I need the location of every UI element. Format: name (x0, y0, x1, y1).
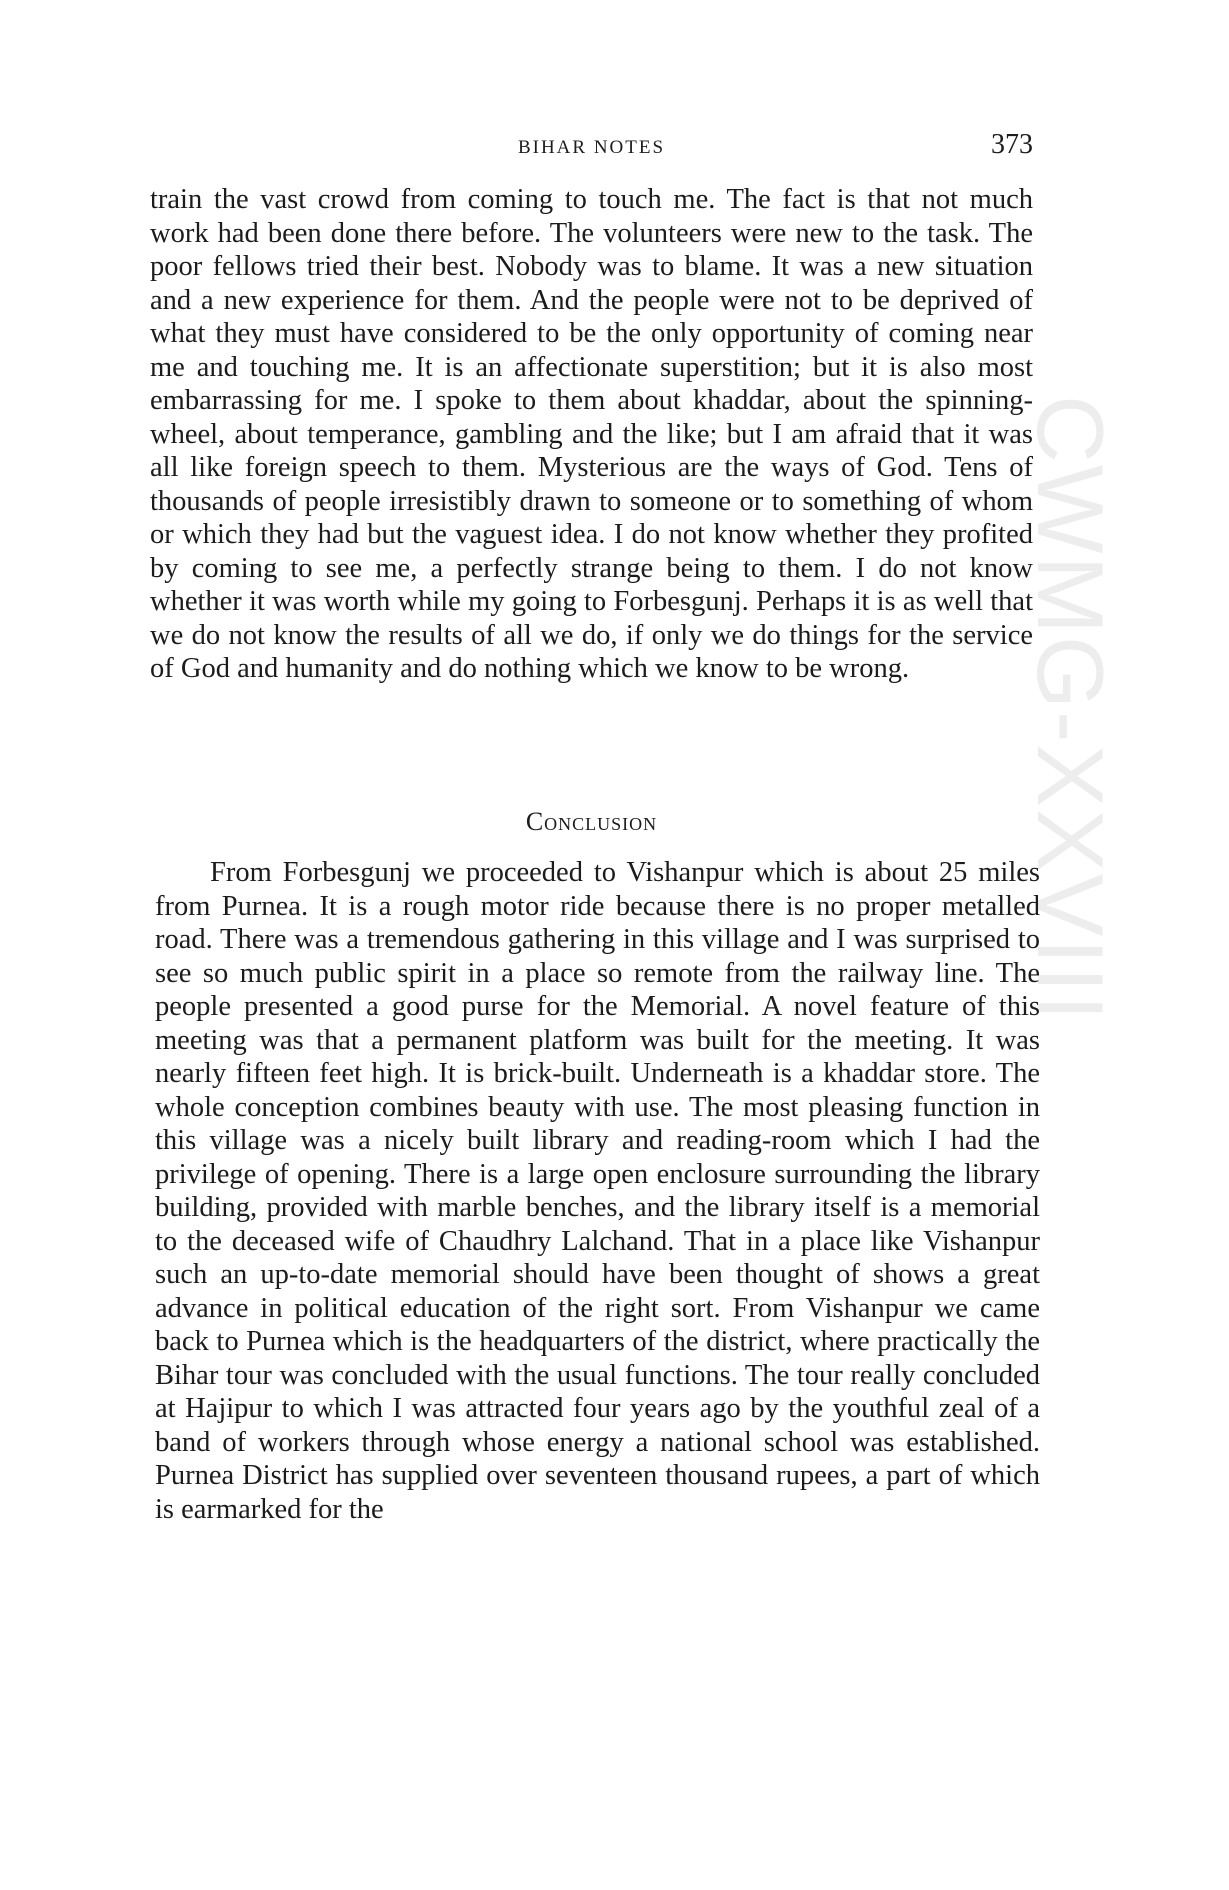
body-paragraph-2: From Forbesgunj we proceeded to Vishanpur which is about 25 miles from Purnea. It is a rough motor ride because there is no proper metalled road. There was a tremendous gathering in this village and I was surprised to see so much public spirit in a place so remote from the railway line. The people presented a good purse for the Memorial. A novel feature of this meeting was that a permanent platform was built for the meeting. It was nearly fifteen feet high. It is brick-built. Underneath is a khaddar store. The whole conception combines beauty with use. The most pleasing function in this village was a nicely built library and reading-room which I had the privilege of opening. There is a large open enclosure surrounding the library building, provided with marble benches, and the library itself is a memorial to the deceased wife of Chaudhry Lalchand. That in a place like Vishanpur such an up-to-date memorial should have been thought of shows a great advance in political education of the right sort. From Vishanpur we came back to Purnea which is the headquarters of the district, where practically the Bihar tour was concluded with the usual functions. The tour really concluded at Hajipur to which I was attracted four years ago by the youthful zeal of a band of workers through whose energy a national school was established. Purnea District has supplied over seventeen thousand rupees, a part of which is earmarked for the (155, 857, 1040, 1525)
running-head: BIHAR NOTES (517, 137, 666, 158)
body-paragraph-1: train the vast crowd from coming to touch me. The fact is that not much work had been done there before. The volunteers were new to the task. The poor fellows tried their best. Nobody was to blame. It was a new situation and a new experience for them. And the people were not to be deprived of what they must have considered to be the only opportunity of coming near me and touching me. It is an affectionate superstition; but it is also most embarrassing for me. I spoke to them about khaddar, about the spinning-wheel, about temperance, gambling and the like; but I am afraid that it was all like foreign speech to them. Mysterious are the ways of God. Tens of thousands of people irresistibly drawn to someone or to something of whom or which they had but the vaguest idea. I do not know whether they profited by coming to see me, a perfectly strange being to them. I do not know whether it was worth while my going to Forbesgunj. Perhaps it is as well that we do not know the results of all we do, if only we do things for the service of God and humanity and do nothing which we know to be wrong. (150, 184, 1033, 684)
section-heading: Conclusion (525, 807, 658, 836)
page-number: 373 (991, 129, 1033, 160)
watermark: CWMG-XXVIII (1018, 395, 1123, 1023)
page-header (150, 127, 1033, 167)
